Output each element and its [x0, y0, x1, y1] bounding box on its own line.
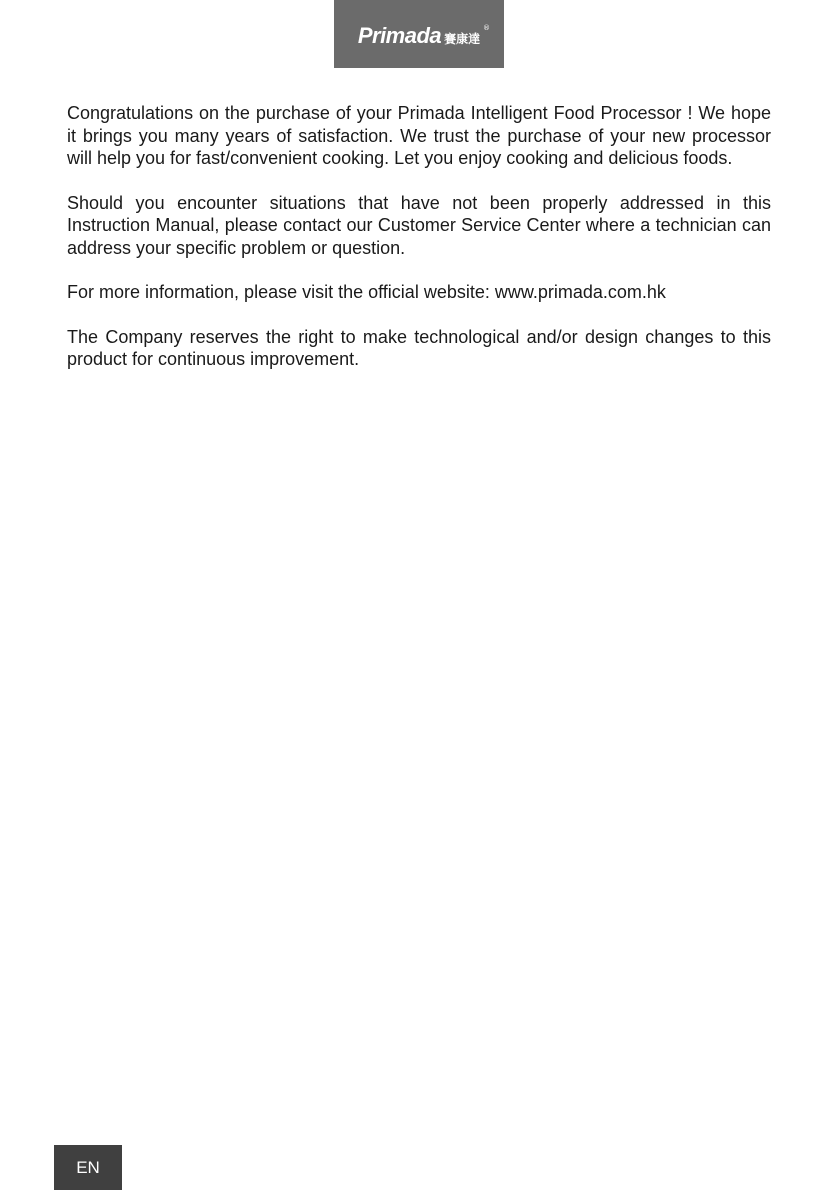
language-tab: [54, 1145, 122, 1190]
disclaimer-paragraph: The Company reserves the right to make technological and/or design changes to this product for continuous improvement.: [67, 326, 771, 369]
registered-mark-icon: ®: [483, 24, 490, 32]
website-paragraph: For more information, please visit the official website: www.primada.com.hk: [67, 282, 666, 302]
congratulations-paragraph: Congratulations on the purchase of your Primada Intelligent Food Processor ! We hope it brings you many years of satisfaction. We trust the purchase of your new processor will help you for fast/convenient cooking. Let you enjoy cooking and delicious foods.: [67, 103, 771, 168]
customer-service-paragraph: Should you encounter situations that have not been properly addressed in this Instruction Manual, please contact our Customer Service Center where a technician can address your specific problem or question.: [67, 192, 771, 258]
logo-wordmark: Primada: [357, 23, 442, 48]
brand-logo: [334, 0, 504, 68]
language-label: EN: [76, 1157, 100, 1177]
logo-chinese-name: 賽康達: [444, 31, 481, 46]
intro-text-body: [67, 102, 771, 393]
